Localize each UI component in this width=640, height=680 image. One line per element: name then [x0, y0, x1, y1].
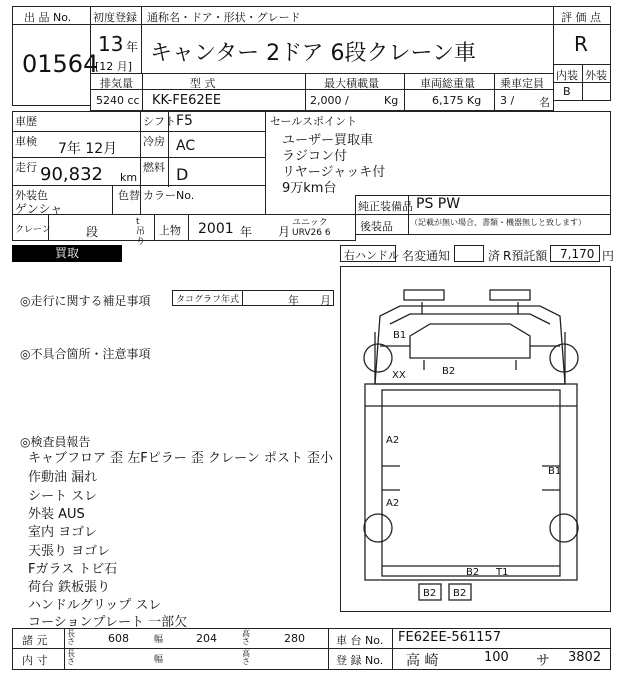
crane-stages: 段: [86, 225, 99, 239]
sales-point-2: ラジコン付: [282, 149, 348, 164]
displacement-label: 排気量: [100, 77, 133, 90]
tachograph-label: タコグラフ年式: [176, 295, 240, 305]
chassis-number: FE62EE-561157: [398, 630, 501, 645]
interior-grade: B: [563, 85, 571, 98]
upper-maker: ユニック URV26 6: [292, 218, 331, 238]
interior-dims-label: 内 寸: [22, 654, 48, 667]
color-change-label: 色替: [118, 189, 140, 202]
gross-weight-label: 車両総重量: [420, 77, 475, 90]
purchase-bar: 買取: [12, 245, 122, 262]
interior-grade-label: 内装: [556, 69, 578, 82]
inspector-line-8: 荷台 鉄板張り: [28, 580, 111, 595]
plate-label: 登 録 No.: [336, 654, 384, 667]
history-label: 車歴: [15, 115, 37, 128]
lot-number-label: 出 品 No.: [24, 11, 72, 24]
tachograph-year: 年: [288, 294, 299, 307]
max-load-unit: Kg: [384, 94, 399, 107]
fuel: D: [176, 165, 189, 184]
first-registration-label: 初度登録: [93, 11, 137, 24]
name-change-box: [454, 245, 484, 262]
length-label: 長さ: [67, 629, 75, 646]
plate-class: 100: [484, 650, 509, 665]
capacity-label: 乗車定員: [500, 77, 544, 90]
dims-label: 諸 元: [22, 634, 48, 647]
lot-number: 01564: [22, 50, 99, 78]
driving-notes-label: ◎走行に関する補足事項: [20, 294, 151, 308]
plate-kana: サ: [536, 653, 550, 669]
mark-b2-rear: B2: [466, 567, 480, 578]
model-code: KK-FE62EE: [152, 93, 222, 108]
inspector-line-2: 作動油 漏れ: [28, 470, 98, 485]
fuel-label: 燃料: [143, 161, 165, 174]
recycle-unit: 円: [602, 249, 615, 263]
year-unit: 年: [126, 40, 139, 54]
interior-height-label: 高さ: [242, 649, 250, 666]
name-change-label: 名変通知: [402, 249, 451, 263]
defects-label: ◎不具合箇所・注意事項: [20, 347, 151, 361]
mark-b2-bumper-left: B2: [423, 588, 437, 599]
inspector-line-7: Fガラス トビ石: [28, 562, 118, 577]
bed-outline: [365, 384, 577, 580]
color-no-label: カラーNo.: [143, 189, 195, 202]
sales-points-label: セールスポイント: [270, 115, 358, 128]
inspector-line-4: 外装 AUS: [28, 507, 85, 522]
mark-b2-cab: B2: [442, 366, 456, 377]
width: 204: [196, 632, 217, 645]
crane-capacity-unit: t 吊り: [136, 217, 146, 247]
mark-t1-rear: T1: [496, 567, 509, 578]
recycle-label: 済: [488, 249, 501, 263]
truck-diagram: [340, 266, 611, 612]
ac-label: 冷房: [143, 135, 165, 148]
length: 608: [108, 632, 129, 645]
sales-point-1: ユーザー買取車: [282, 133, 374, 148]
ac: AC: [176, 138, 196, 154]
shift-label: シフト: [143, 115, 176, 128]
equipment-value: PS PW: [416, 196, 461, 212]
inspector-line-9: ハンドルグリップ スレ: [28, 598, 162, 613]
right-mirror: [490, 290, 530, 300]
gross-weight: 6,175 Kg: [432, 94, 482, 107]
model-name: キャンター 2ドア 6段クレーン車: [150, 41, 477, 66]
sales-point-3: リヤージャッキ付: [282, 165, 386, 180]
upper-year: 2001: [198, 221, 234, 237]
recycle-deposit-label: R預託額: [503, 249, 548, 263]
steering: 右ハンドル: [344, 249, 399, 262]
crane-label: クレーン: [15, 225, 51, 235]
first-registration-month: [12 月]: [95, 60, 133, 73]
plate-number: 3802: [568, 650, 602, 665]
inspection-label: 車検: [15, 135, 37, 148]
footer-grid: [12, 628, 611, 670]
sales-point-4: 9万km台: [282, 181, 337, 196]
plate-region: 高 崎: [406, 653, 439, 669]
upper-month-unit: 月: [278, 225, 291, 239]
exterior-grade-label: 外装: [585, 69, 607, 82]
inspection: 7年 12月: [58, 141, 118, 157]
ext-color-label: 外装色: [15, 189, 48, 202]
recycle-deposit: 7,170: [560, 247, 595, 261]
mark-b2-bumper-right: B2: [453, 588, 467, 599]
model-name-label: 通称名・ドア・形状・グレード: [147, 11, 301, 24]
capacity-unit: 名: [539, 96, 550, 109]
inspector-line-1: キャブフロア 歪 左Fピラー 歪 クレーン ポスト 歪小: [28, 451, 334, 466]
height: 280: [284, 632, 305, 645]
capacity: 3 /: [500, 94, 515, 107]
shift: F5: [176, 113, 193, 129]
mark-a2-left-1: A2: [386, 435, 400, 446]
ext-color: ゲンシャ: [15, 202, 63, 216]
height-label: 高さ: [242, 629, 250, 646]
rear-right-wheel: [550, 514, 578, 542]
chassis-label: 車 台 No.: [336, 634, 384, 647]
inspector-line-5: 室内 ヨゴレ: [28, 525, 98, 540]
inspector-line-3: シート スレ: [28, 489, 98, 504]
grade-label: 評 価 点: [561, 11, 601, 24]
tachograph-month: 月: [320, 294, 331, 307]
mark-b1-cab: B1: [393, 330, 407, 341]
interior-length-label: 長さ: [67, 649, 75, 666]
interior-width-label: 幅: [154, 655, 164, 665]
first-registration-year: 13: [98, 32, 124, 56]
mileage-label: 走行: [15, 161, 37, 174]
mileage: 90,832: [40, 164, 103, 185]
width-label: 幅: [154, 635, 164, 645]
mark-xx: XX: [392, 370, 406, 381]
rear-left-wheel: [364, 514, 392, 542]
aftermarket-label: 後装品: [360, 220, 393, 233]
inspector-label: ◎検査員報告: [20, 435, 91, 449]
displacement: 5240 cc: [96, 94, 140, 107]
max-load-label: 最大積載量: [324, 77, 379, 90]
max-load: 2,000 /: [310, 94, 349, 107]
mileage-unit: km: [120, 171, 138, 184]
mark-b1-right: B1: [548, 466, 562, 477]
upper-year-unit: 年: [240, 225, 253, 239]
inspector-line-6: 天張り ヨゴレ: [28, 544, 111, 559]
model-code-label: 型 式: [190, 77, 216, 90]
mark-a2-left-2: A2: [386, 498, 400, 509]
aftermarket-note: （記載が無い場合、書類・機器無しと致します）: [410, 218, 586, 227]
upper-label: 上物: [159, 224, 181, 237]
grade-value: R: [574, 32, 588, 56]
inspector-line-10: コーションプレート 一部欠: [28, 615, 188, 630]
left-mirror: [404, 290, 444, 300]
equipment-label: 純正装備品: [358, 200, 413, 213]
